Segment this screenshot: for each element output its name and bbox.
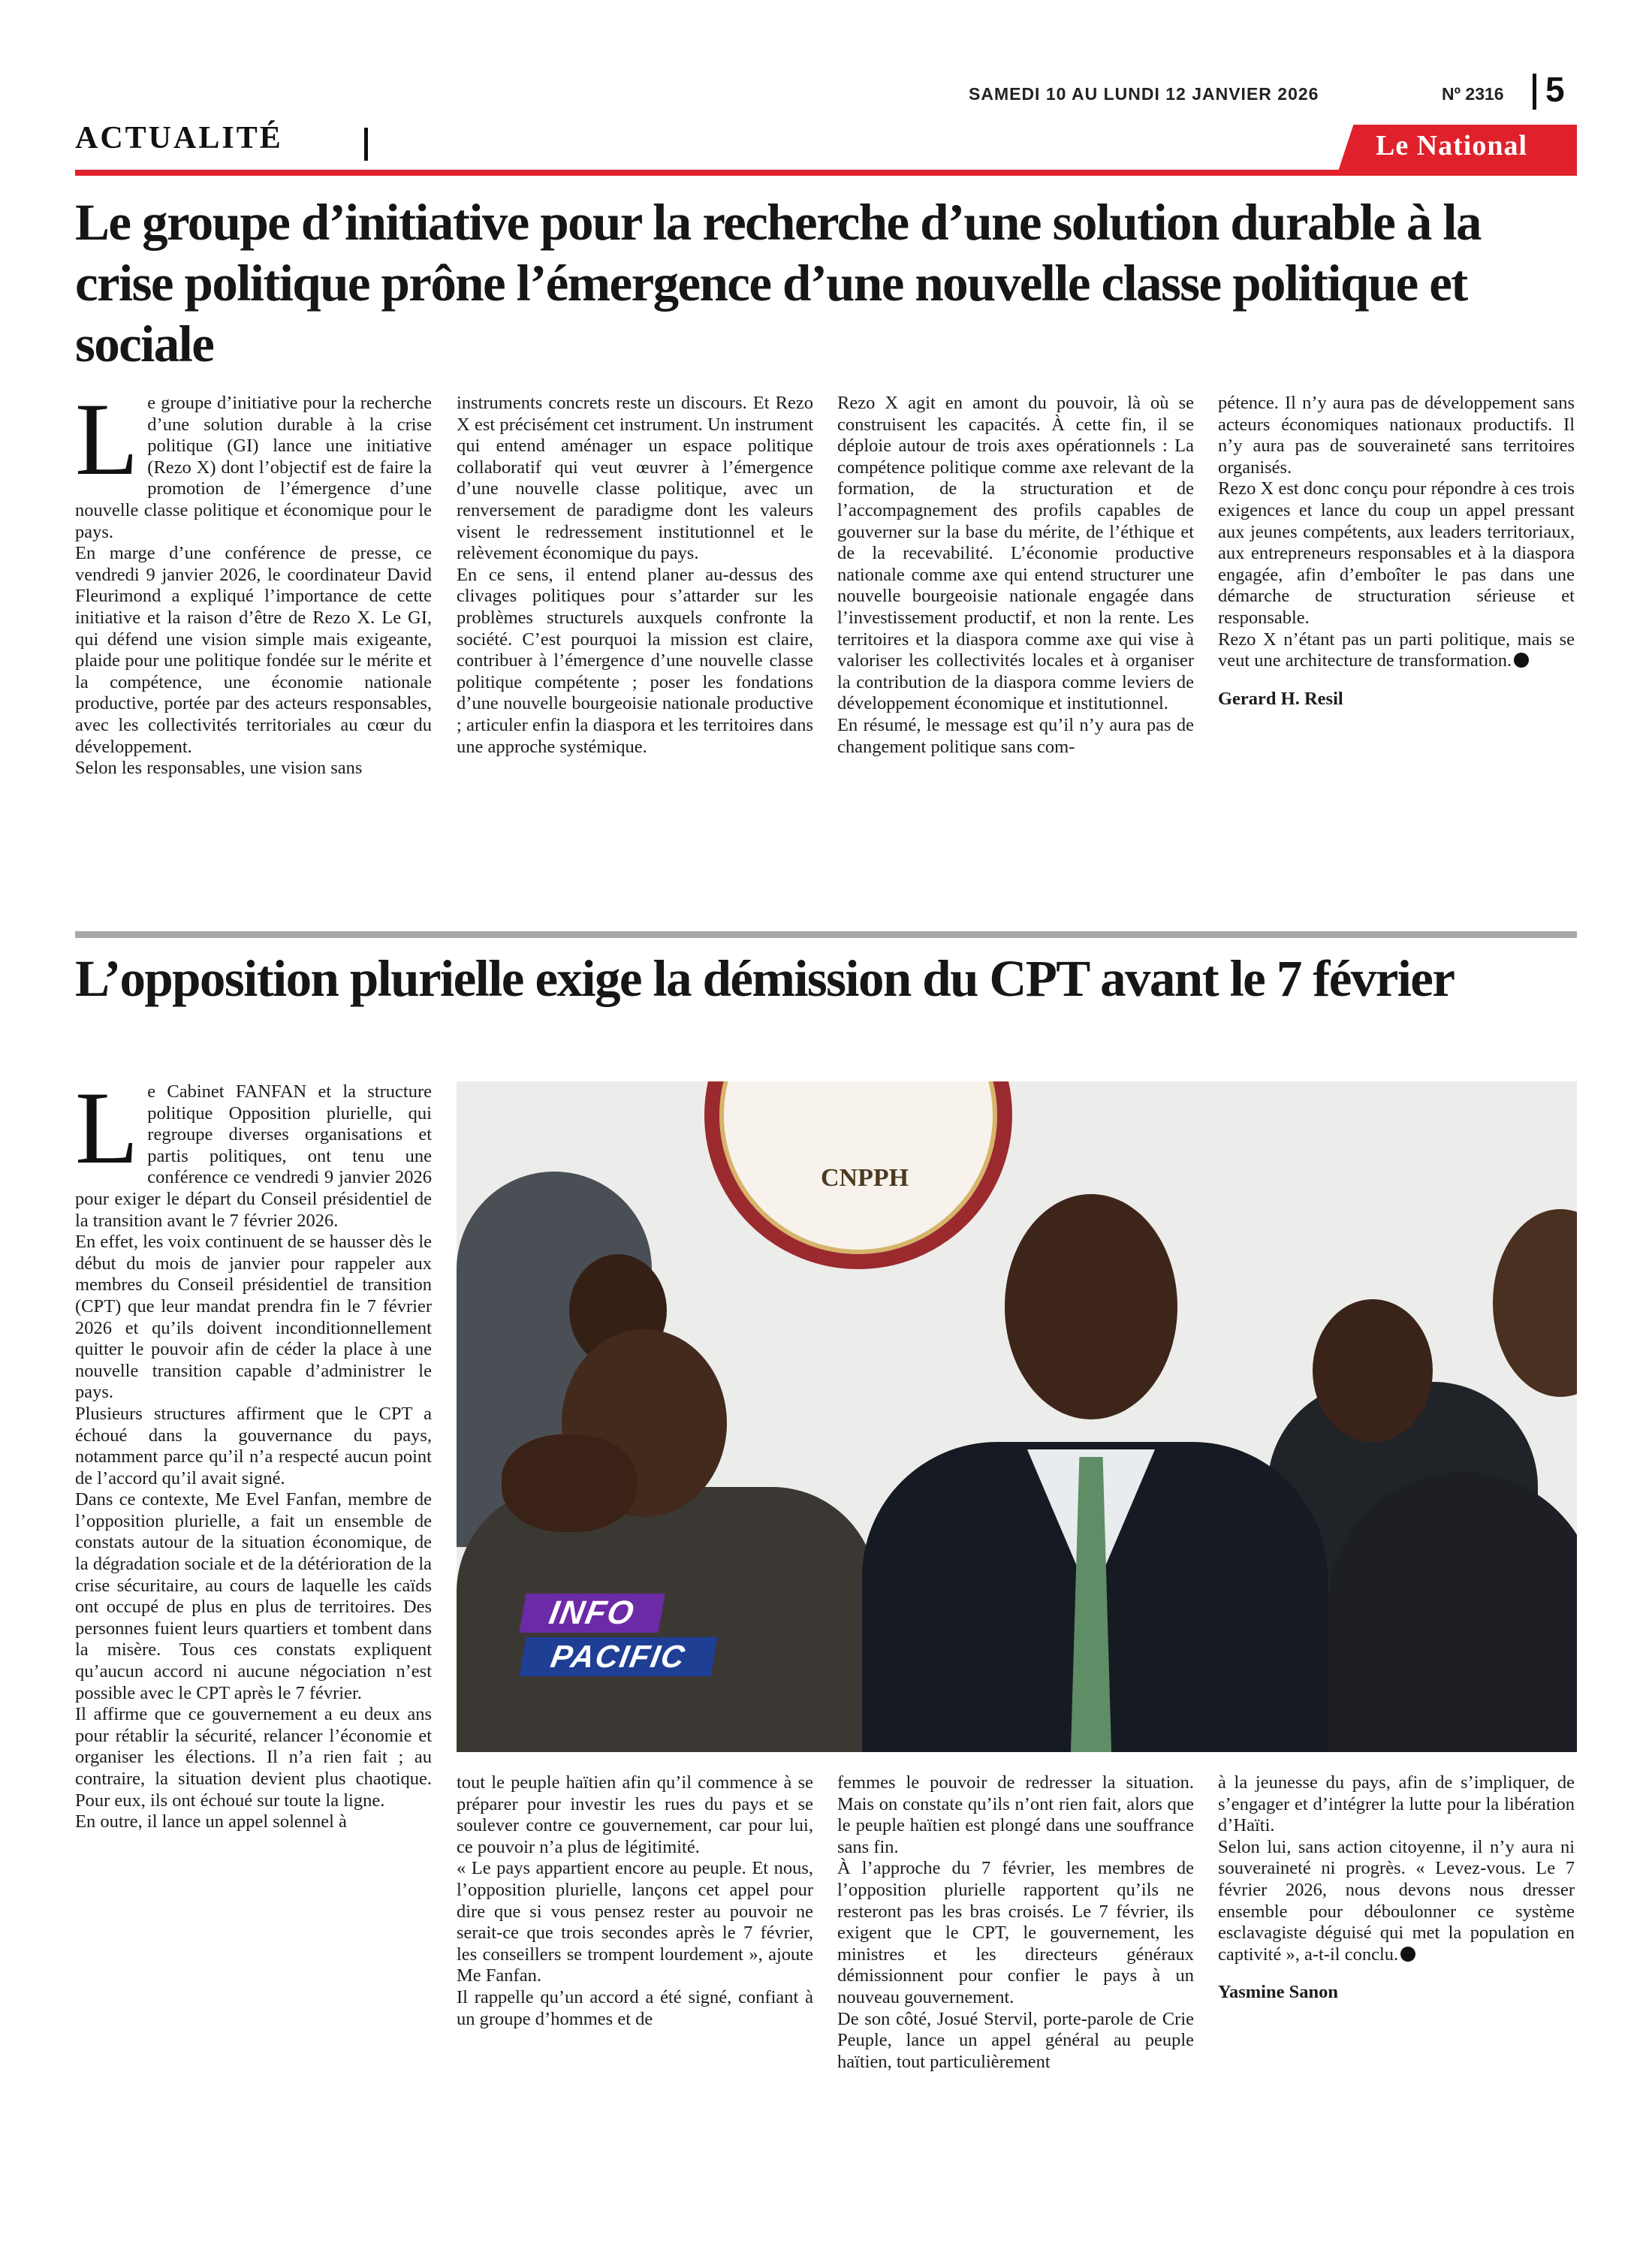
- article2-paragraph: En effet, les voix continuent de se hausser dès le début du mois de janvier pour rappeler aux membres du Conseil présidentiel de transition (CPT) que leur mandat prendra fin le 7 février 2026 et qu’ils doivent inconditionnellement quitter le pouvoir afin de céder la place à une nouvelle transition capable d’administrer le pays.: [75, 1232, 432, 1403]
- article1-paragraph: En marge d’une conférence de presse, ce vendredi 9 janvier 2026, le coordinateur David Fleurimond a expliqué l’importance de cette initiative et la raison d’être de Rezo X. Le GI, qui défend une vision simple mais exigeante, plaide pour une politique fondée sur le mérite et la compétence, une économie nationale productive, portée par des acteurs responsables, avec les collectivités territoriales au cœur du développement.: [75, 543, 432, 757]
- article1-paragraph: En ce sens, il entend planer au-dessus des clivages politiques pour s’attarder sur les problèmes structurels auxquels confronte la société. C’est pourquoi la mission est claire, contribuer à l’émergence d’une nouvelle classe politique compétente ; poser les fondations d’une nouvelle bourgeoisie nationale productive ; articuler enfin la diaspora et les territoires dans une approche systémique.: [457, 564, 813, 757]
- page-number: 5: [1545, 70, 1565, 109]
- info-pacific-logo: [523, 1594, 714, 1682]
- article2-paragraph: Il affirme que ce gouvernement a eu deux ans pour rétablir la sécurité, relancer l’économie et organiser les élections. Il n’a rien fait ; au contraire, la situation devient plus chaotique. Pour eux, ils ont échoué sur toute la ligne.: [75, 1704, 432, 1811]
- background-person-head: [1313, 1299, 1433, 1442]
- article2-column-3: [837, 1772, 1194, 2073]
- article1-paragraph: instruments concrets reste un discours. Et Rezo X est précisément cet instrument. Un instrument qui entend aménager un espace politique collaboratif qui veut œuvrer à l’émergence d’une nouvelle classe politique, avec un renversement de paradigme dont les valeurs visent le redressement institutionnel et le relèvement économique du pays.: [457, 393, 813, 564]
- article1-author: Gerard H. Resil: [1218, 688, 1343, 709]
- article2-paragraph: Plusieurs structures affirment que le CPT a échoué dans la gouvernance du pays, notamment parce qu’il n’a respecté aucun point de l’accord qu’il avait signé.: [75, 1403, 432, 1488]
- section-divider: [364, 128, 368, 161]
- article1-paragraph: Selon les responsables, une vision sans: [75, 758, 363, 779]
- seated-man-right: [1328, 1472, 1577, 1752]
- article1-paragraph: Rezo X agit en amont du pouvoir, là où se construisent les capacités. À cette fin, il se déploie autour de trois axes opérationnels : La compétence politique comme axe relevant de la formation, de la structuration et de l’accompagnement des profils capables de gouverner sur la base du mérite, de l’éthique et de la recevabilité. L’économie productive nationale comme axe qui entend structurer une nouvelle bourgeoisie nationale engagée dans l’investissement productif, et non la rente. Les territoires et la diaspora comme axe qui vise à valoriser les collectivités locales et à organiser la contribution de la diaspora comme leviers de développement économique et institutionnel.: [837, 393, 1194, 714]
- article2-column-2: [457, 1772, 813, 2030]
- hand: [502, 1434, 637, 1532]
- article2-paragraph: Il rappelle qu’un accord a été signé, confiant à un groupe d’hommes et de: [457, 1986, 813, 2029]
- article2-paragraph: De son côté, Josué Stervil, porte-parole de Crie Peuple, lance un appel général au peuple haïtien, tout particulièrement: [837, 2008, 1194, 2072]
- logo-line-2: PACIFIC: [519, 1637, 717, 1676]
- article-separator: [75, 931, 1577, 938]
- article2-paragraph: à la jeunesse du pays, afin de s’impliquer, de s’engager et d’intégrer la lutte pour la libération d’Haïti.: [1218, 1772, 1575, 1836]
- article1-headline: Le groupe d’initiative pour la recherche d’une solution durable à la crise politique prône l’émergence d’une nouvelle classe politique et sociale: [75, 194, 1481, 372]
- article2-paragraph: tout le peuple haïtien afin qu’il commence à se préparer pour investir les rues du pays et se soulever contre ce gouvernement, car pour lui, ce pouvoir n’a plus de légitimité.: [457, 1772, 813, 1857]
- article2-paragraph: Le Cabinet FANFAN et la structure politique Opposition plurielle, qui regroupe diverses organisations et partis politiques, ont tenu une conférence ce vendredi 9 janvier 2026 pour exiger le départ du Conseil présidentiel de la transition avant le 7 février 2026.: [75, 1070, 432, 1231]
- article1-column-1: [75, 382, 432, 780]
- article1-column-4: [1218, 393, 1575, 710]
- issue-date: SAMEDI 10 AU LUNDI 12 JANVIER 2026: [969, 84, 1319, 104]
- article1-paragraph: Rezo X est donc conçu pour répondre à ces trois exigences et lance du coup un appel pressant aux jeunes compétents, aux leaders territoriaux, aux entrepreneurs responsables et à la diaspora engagée, afin d’emboîter le pas dans une démarche de structuration sérieuse et responsable.: [1218, 478, 1575, 628]
- center-man-head: [1005, 1194, 1177, 1419]
- section-title: ACTUALITÉ: [75, 121, 283, 155]
- article2-column-1: [75, 1070, 432, 1833]
- article2-paragraph: « Le pays appartient encore au peuple. Et nous, l’opposition plurielle, lançons cet appel pour dire que si vous pensez rester au pouvoir ne serait-ce que trois secondes après le 7 février, les conseillers se trompent lourdement », ajoute Me Fanfan.: [457, 1858, 813, 1986]
- article2-paragraph: Selon lui, sans action citoyenne, il n’y aura ni souveraineté ni progrès. « Levez-vous. Le 7 février 2026, nous devons nous dresser ensemble pour déboulonner ce système esclavagiste déguisé qui met la population en captivité », a-t-il conclu.: [1218, 1836, 1575, 1965]
- article2-headline: L’opposition plurielle exige la démission du CPT avant le 7 février: [75, 950, 1455, 1007]
- seal-label: CNPPH: [821, 1164, 909, 1192]
- article1-column-3: [837, 393, 1194, 758]
- logo-line-1: INFO: [519, 1594, 665, 1633]
- end-of-article-icon: [1400, 1947, 1415, 1962]
- article1-column-2: [457, 393, 813, 758]
- article2-paragraph: Dans ce contexte, Me Evel Fanfan, membre de l’opposition plurielle, a fait un ensemble de constats autour de la situation économique, de la dégradation sociale et de la détérioration de la crise sécuritaire, au cours de laquelle les caïds ont occupé de plus en plus de territoires. Des personnes fuient leurs quartiers et tombent dans la misère. Tous ces constats expliquent qu’aucun accord ni aucune négociation n’est possible avec le CPT après le 7 février.: [75, 1489, 432, 1703]
- article2-paragraph: femmes le pouvoir de redresser la situation. Mais on constate qu’ils n’ont rien fait, alors que le peuple haïtien est plongé dans une souffrance sans fin.: [837, 1772, 1194, 1857]
- article2-paragraph: À l’approche du 7 février, les membres de l’opposition plurielle rapportent qu’ils ne resteront pas les bras croisés. Le 7 février, ils exigent que le CPT, le gouvernement, les ministres et les directeurs généraux démissionnent pour confier le pays à un nouveau gouvernement.: [837, 1858, 1194, 2007]
- article1-paragraph: Rezo X n’étant pas un parti politique, mais se veut une architecture de transformation.: [1218, 629, 1575, 671]
- issue-number: Nº 2316: [1442, 84, 1504, 104]
- article2-column-4: [1218, 1772, 1575, 2004]
- article1-paragraph: pétence. Il n’y aura pas de développement sans acteurs économiques nationaux productifs. Il n’y aura pas de souveraineté sans territoires organisés.: [1218, 393, 1575, 478]
- dropcap: L: [75, 382, 139, 496]
- article2-author: Yasmine Sanon: [1218, 1982, 1338, 2003]
- background-person-head: [1493, 1209, 1577, 1397]
- header-divider: [1533, 74, 1536, 110]
- article1-paragraph: En résumé, le message est qu’il n’y aura pas de changement politique sans com-: [837, 714, 1194, 757]
- article1-paragraph: Le groupe d’initiative pour la recherche d’une solution durable à la crise politique (GI) lance une initiative (Rezo X) dont l’objectif est de faire la promotion de l’émergence d’une nouvelle classe politique et économique pour le pays.: [75, 382, 432, 542]
- article2-paragraph: En outre, il lance un appel solennel à: [75, 1811, 347, 1832]
- press-conference-photo: [457, 1081, 1577, 1752]
- end-of-article-icon: [1514, 653, 1529, 668]
- dropcap: L: [75, 1070, 139, 1185]
- newspaper-name: Le National: [1376, 130, 1528, 161]
